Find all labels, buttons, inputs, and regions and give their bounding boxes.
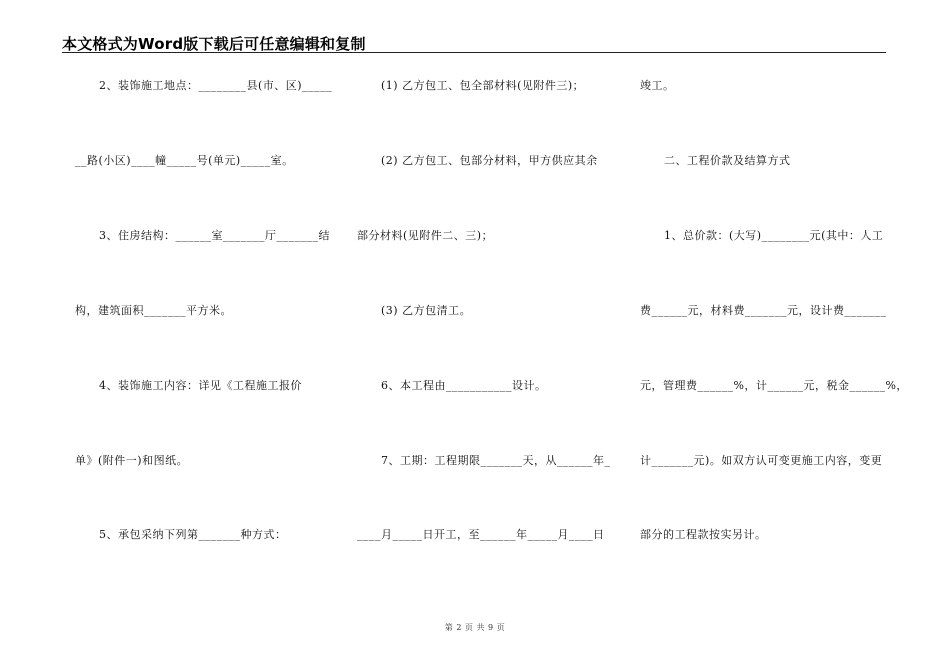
right-line-5: 元，管理费______%，计______元，税金______%， — [640, 379, 908, 392]
right-column — [640, 0, 908, 672]
page-number-footer: 第 2 页 共 9 页 — [444, 623, 506, 632]
right-line-1: 竣工。 — [640, 79, 675, 92]
left-line-7: 5、承包采纳下列第_______种方式： — [99, 528, 287, 541]
right-line-4: 费______元，材料费_______元，设计费_______ — [640, 304, 887, 317]
middle-line-4: (3) 乙方包清工。 — [381, 304, 472, 317]
left-line-5: 4、装饰施工内容：详见《工程施工报价 — [99, 379, 302, 392]
middle-line-1: (1) 乙方包工、包全部材料(见附件三)； — [381, 79, 585, 92]
left-line-3: 3、住房结构：______室_______厅_______结 — [99, 229, 330, 242]
left-line-2: __路(小区)____幢_____号(单元)_____室。 — [75, 154, 294, 167]
left-line-6: 单》(附件一)和图纸。 — [75, 454, 189, 467]
middle-column — [357, 0, 612, 672]
left-line-4: 构，建筑面积_______平方米。 — [75, 304, 232, 317]
right-line-3: 1、总价款：(大写)________元(其中：人工 — [664, 229, 884, 242]
middle-line-3: 部分材料(见附件二、三)； — [357, 229, 494, 242]
left-column — [75, 0, 333, 672]
page-header-title: 本文格式为Word版下载后可任意编辑和复制 — [62, 35, 366, 53]
middle-line-2: (2) 乙方包工、包部分材料，甲方供应其余 — [381, 154, 598, 167]
right-line-7: 部分的工程款按实另计。 — [640, 528, 767, 541]
left-line-1: 2、装饰施工地点：________县(市、区)_____ — [99, 79, 333, 92]
middle-line-5: 6、本工程由___________设计。 — [381, 379, 547, 392]
right-section-heading: 二、工程价款及结算方式 — [664, 154, 791, 167]
middle-line-6: 7、工期：工程期限_______天，从______年_ — [381, 454, 611, 467]
middle-line-7: ____月_____日开工，至______年_____月____日 — [357, 528, 605, 541]
right-line-6: 计_______元)。如双方认可变更施工内容，变更 — [640, 454, 883, 467]
